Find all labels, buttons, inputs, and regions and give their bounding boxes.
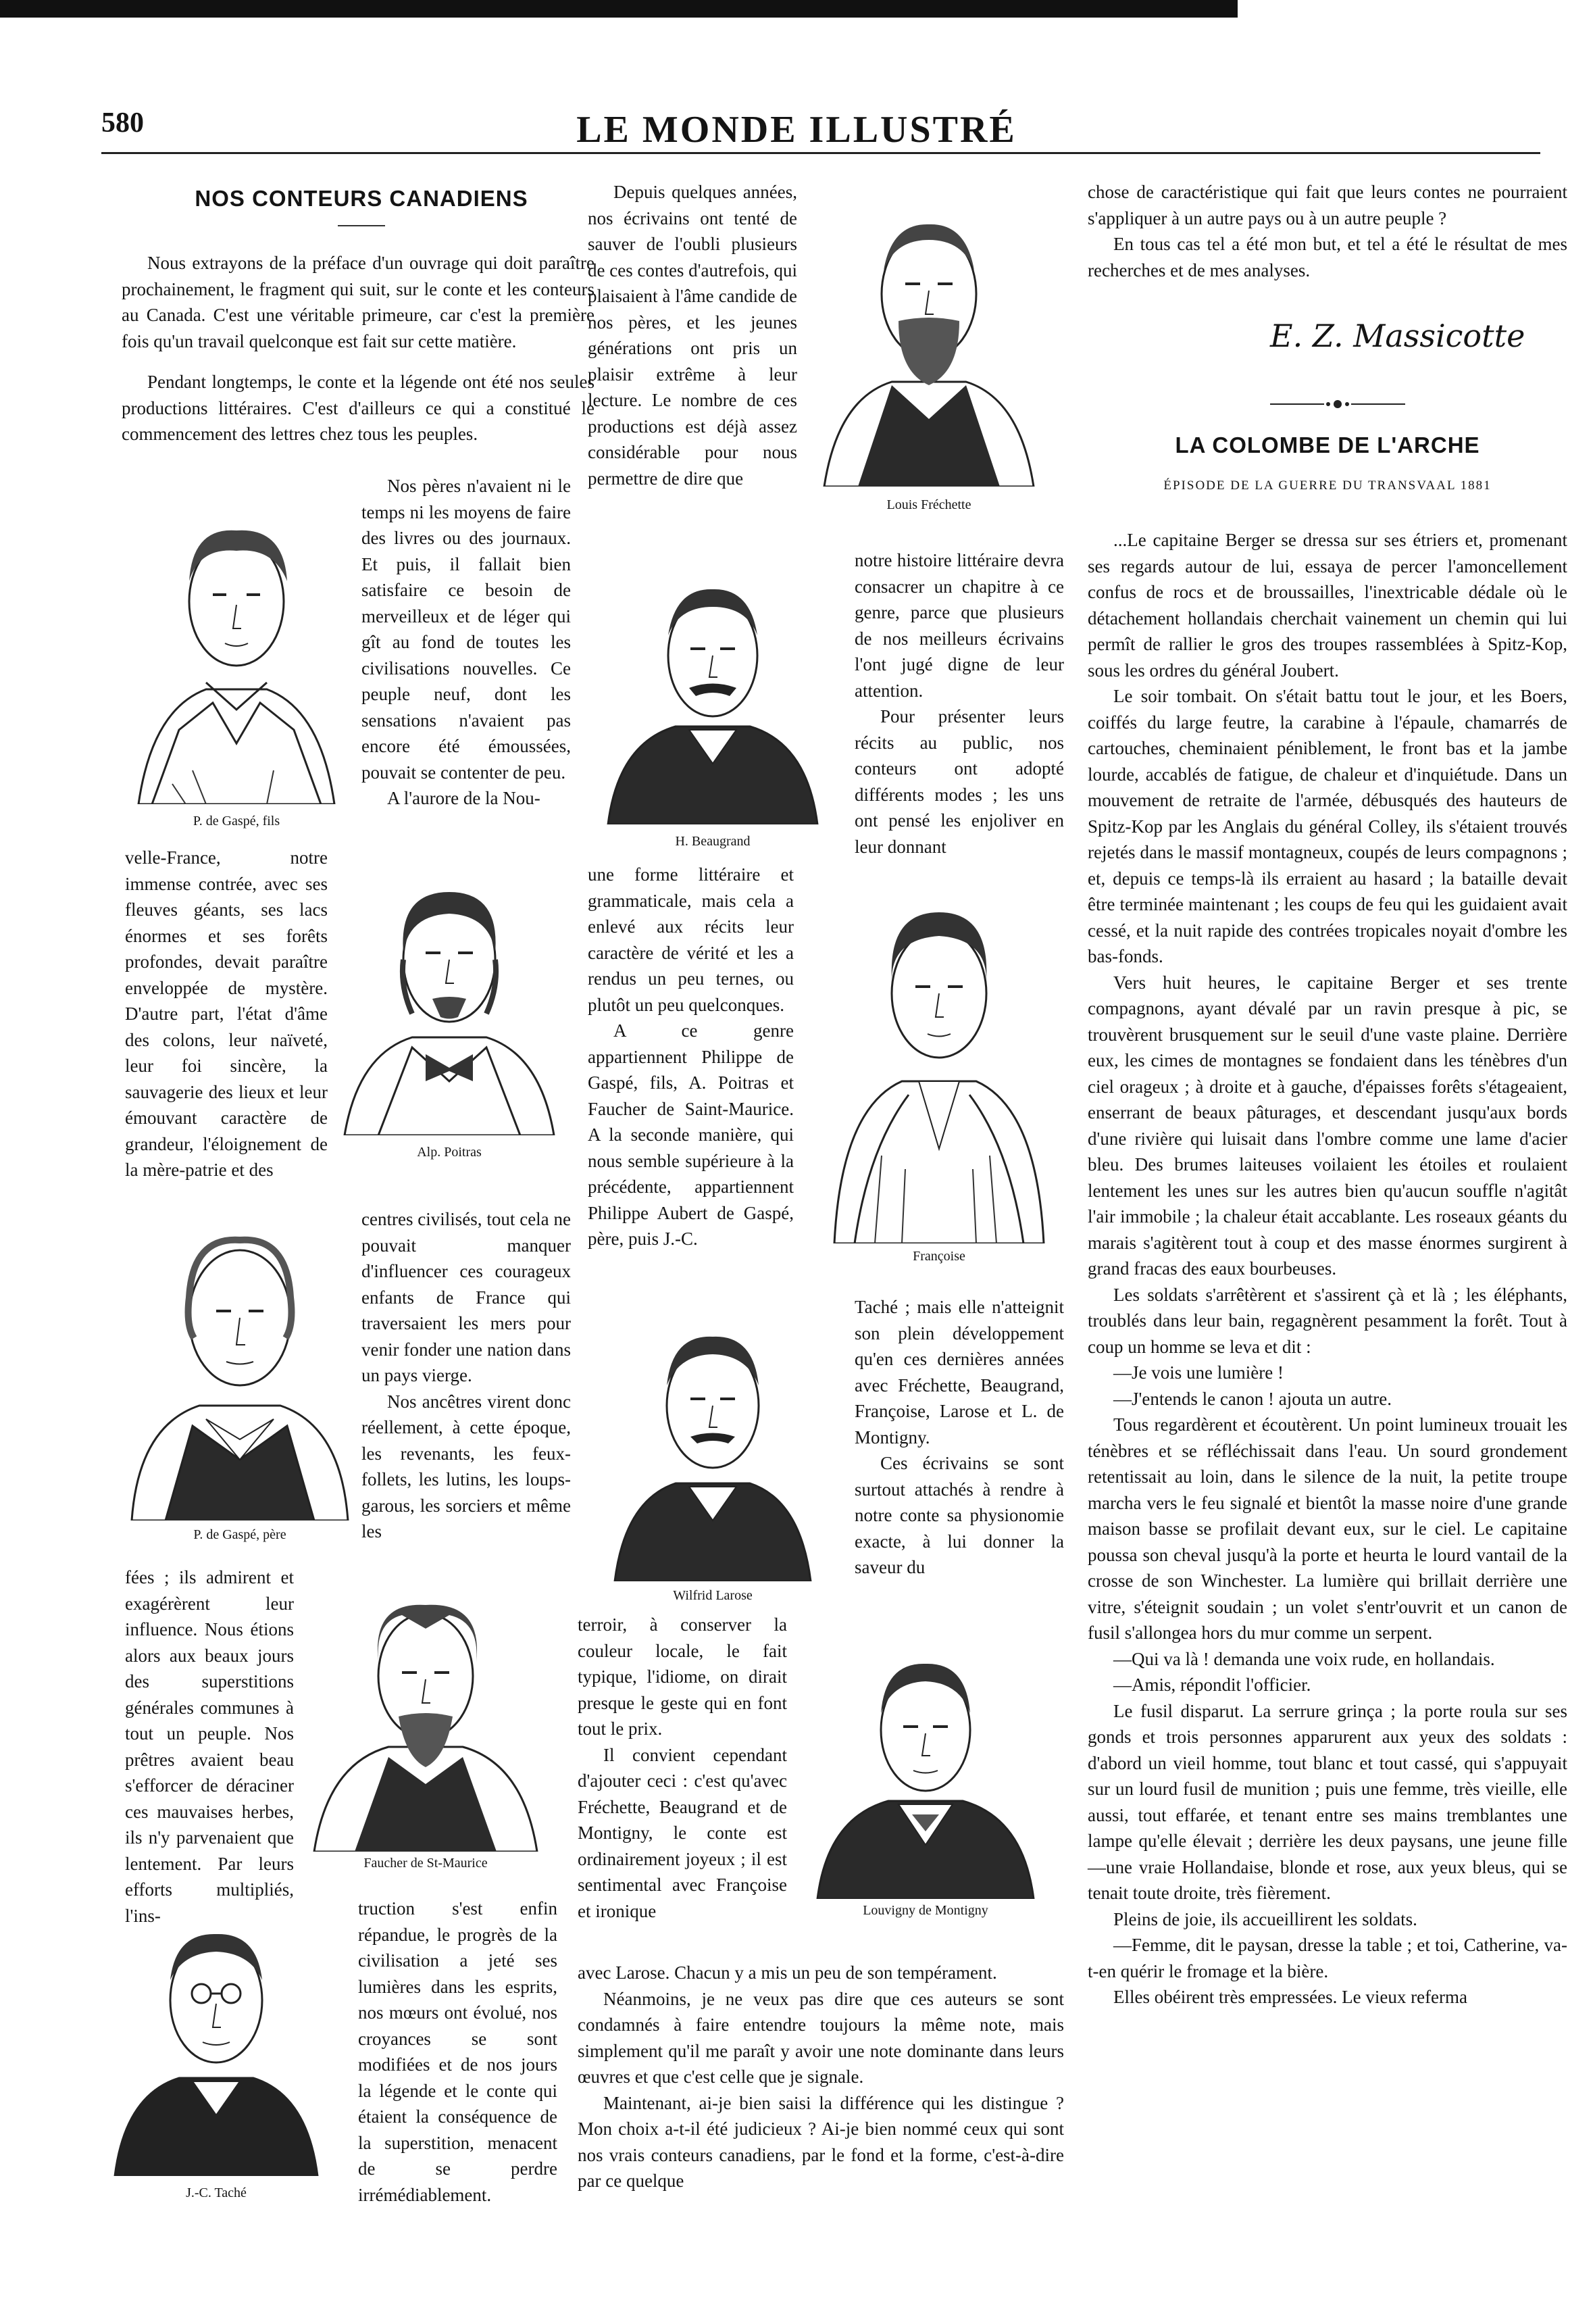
paragraph: Depuis quelques années, nos écrivains ont tenté de sauver de l'oubli plusieurs de ces contes d'autrefois, qui plaisaient à l'âme candide de nos pères, et les jeunes générations ont pris un plaisir extrême à leur lecture. Le nombre de ces productions est déjà assez considérable pour nous permettre de dire que: [588, 182, 798, 489]
paragraph: ...Le capitaine Berger se dressa sur ses étriers et, promenant ses regards autour de lui, essaya de percer l'amoncellement confus de rocs et de broussailles, l'inextricable dédale où le détachement hollandais cherchait vainement un chemin qui lui permît de rallier le gros des troupes rassemblées à Spitz-Kop, sous les ordres du général Joubert.: [1088, 530, 1567, 681]
paragraph: avec Larose. Chacun y a mis un peu de son tempérament.: [578, 1962, 997, 1983]
text-col1-narrow-e: [358, 1896, 557, 2208]
paragraph: centres civilisés, tout cela ne pouvait manquer d'influencer ces courageux enfants de France qui traversaient les mers pour venir fonder une nation dans un pays vierge.: [361, 1209, 571, 1385]
title-rule: [338, 225, 385, 226]
paragraph: fées ; ils admirent et exagérèrent leur influence. Nous étions alors aux beaux jours des superstitions générales communes à tout un peuple. Nos prêtres avaient beau s'efforcer de déraciner ces mauvaises herbes, ils n'y parvenaient que lentement. Par leurs efforts multipliés, l'ins-: [125, 1567, 294, 1926]
article-title-block: [122, 186, 601, 226]
article2-text: [1088, 527, 1567, 2010]
article2-title: LA COLOMBE DE L'ARCHE: [1175, 432, 1480, 458]
portrait-illustration: [601, 554, 824, 824]
text-col1-narrow-b: [125, 845, 328, 1183]
text-col2-c: [588, 862, 794, 1252]
portrait-illustration: [125, 487, 348, 804]
text-col2-e: [578, 1612, 787, 1924]
paragraph: Il convient cependant d'ajouter ceci : c'est qu'avec Fréchette, Beaugrand et de Montigny, le conte est ordinairement joyeux ; il est sentimental avec Françoise et ironique: [578, 1744, 787, 1921]
text-col2-wide: [578, 1960, 1064, 2194]
portrait-francoise: [828, 865, 1051, 1264]
paragraph: Pour présenter leurs récits au public, nos conteurs ont adopté différents modes ; les uns ont pensé les enjoliver en leur donnant: [855, 706, 1064, 857]
paragraph: —Amis, répondit l'officier.: [1113, 1675, 1311, 1695]
author-signature: E. Z. Massicotte: [1270, 318, 1525, 354]
paragraph: Le soir tombait. On s'était battu tout le jour, et les Boers, coiffés du large feutre, la carabine à l'épaule, chamarrés de cartouches, cheminaient péniblement, le front bas et la jambe lourde, accablés de fatigue, de chaleur et d'inquiétude. Dans un mouvement de retraite de l'armée, débusqués des hauteurs de Spitz-Kop par les Anglais du général Colley, ils s'étaient trouvés rejetés dans le massif montagneux, coupés de leurs compagnons ; et, depuis ce temps-là ils erraient au hasard ; la bataille devait être terminée maintenant ; les coups de feu qui les guidaient avait cessé, et la nuit rapide des contrées tropicales noyait d'ombre les bas-fonds.: [1088, 686, 1567, 966]
portrait-caption: Louvigny de Montigny: [863, 1903, 988, 1918]
paragraph: —Qui va là ! demanda une voix rude, en hollandais.: [1113, 1648, 1495, 1669]
portrait-gaspe-pere: [125, 1203, 355, 1543]
portrait-montigny: [811, 1629, 1040, 1919]
paragraph: Pendant longtemps, le conte et la légende ont été nos seules productions littéraires. C'est d'ailleurs ce qui a constitué le commencement des lettres chez tous les peuples.: [122, 372, 595, 444]
paragraph: Le fusil disparut. La serrure grinça ; la porte roula sur ses gonds et trois personnes apparurent aux yeux des soldats : d'abord un vieil homme, tout blanc et tout cassé, qui s'appuyait sur un lourd fusil de munition ; puis une femme, très vieille, elle aussi, tout effarée, et tenant entre ses mains tremblantes une lampe qu'elle élevait ; derrière les deux paysans, une jeune fille—une vraie Hollandaise, blonde et rose, aux yeux bleus, qui se tenait toute droite, très fièrement.: [1088, 1700, 1567, 1903]
portrait-larose: [608, 1297, 817, 1604]
portrait-illustration: [811, 1629, 1040, 1899]
text-col1-narrow-c: [361, 1206, 571, 1545]
article2-subtitle: ÉPISODE DE LA GUERRE DU TRANSVAAL 1881: [1163, 478, 1492, 493]
portrait-faucher: [307, 1581, 544, 1871]
portrait-caption: Louis Fréchette: [886, 497, 971, 512]
paragraph: En tous cas tel a été mon but, et tel a été le résultat de mes recherches et de mes analyses.: [1088, 234, 1567, 280]
paragraph: chose de caractéristique qui fait que leurs contes ne pourraient s'appliquer à un autre pays ou à un autre peuple ?: [1088, 182, 1567, 228]
article-title: NOS CONTEURS CANADIENS: [195, 186, 528, 211]
section-divider-ornament: [1270, 399, 1405, 410]
text-col2-d: [855, 1294, 1064, 1581]
portrait-illustration: [817, 182, 1040, 487]
paragraph: A ce genre appartiennent Philippe de Gaspé, fils, A. Poitras et Faucher de Saint-Maurice. A la seconde manière, qui nous semble supérieure à la précédente, appartiennent Philippe Aubert de Gaspé, père, puis J.-C.: [588, 1020, 794, 1249]
paragraph: —Femme, dit le paysan, dresse la table ; et toi, Catherine, va-t-en quérir le fromage et la bière.: [1088, 1935, 1567, 1981]
portrait-illustration: [307, 1581, 544, 1852]
paragraph: A l'aurore de la Nou-: [387, 788, 540, 808]
paragraph: Les soldats s'arrêtèrent et s'assirent çà et là ; les éléphants, troublés dans leur bain, regagnèrent pesamment la forêt. Tout à coup un homme se leva et dit :: [1088, 1284, 1567, 1357]
paragraph: Pleins de joie, ils accueillirent les soldats.: [1113, 1908, 1417, 1929]
article2-header: [1088, 432, 1567, 493]
masthead: LE MONDE ILLUSTRÉ: [576, 109, 1017, 151]
top-black-bar: [0, 0, 1238, 18]
paragraph: —J'entends le canon ! ajouta un autre.: [1113, 1388, 1392, 1409]
text-col1-narrow-a: [361, 473, 571, 812]
paragraph: notre histoire littéraire devra consacrer un chapitre à ce genre, parce que plusieurs de nos meilleurs écrivains l'ont jugé digne de leur attention.: [855, 550, 1064, 701]
portrait-caption: J.-C. Taché: [186, 2185, 247, 2200]
portrait-illustration: [125, 1203, 355, 1521]
intro-text: [122, 250, 595, 447]
text-col2-b: [855, 547, 1064, 860]
paragraph: truction s'est enfin répandue, le progrès de la civilisation a jeté ses lumières dans les esprits, nos mœurs ont évolué, nos croyances se sont modifiées et de nos jours la légende et le conte qui étaient la conséquence de la superstition, menacent de se perdre irrémédiablement.: [358, 1898, 557, 2205]
paragraph: Ces écrivains se sont surtout attachés à rendre à notre conte sa physionomie exacte, à lui donner la saveur du: [855, 1453, 1064, 1577]
page-number: 580: [101, 107, 144, 139]
portrait-caption: P. de Gaspé, fils: [193, 814, 280, 829]
portrait-frechette: [817, 182, 1040, 513]
paragraph: Maintenant, ai-je bien saisi la différence qui les distingue ? Mon choix a-t-il été judicieux ? Ai-je bien nommé ceux qui sont nos vrais conteurs canadiens, par le fond et la forme, c'est-à-dire par ce quelque: [578, 2092, 1064, 2191]
portrait-caption: Wilfrid Larose: [673, 1588, 753, 1603]
paragraph: Tous regardèrent et écoutèrent. Un point lumineux trouait les ténèbres et se réfléchissait dans l'eau. Un sourd grondement retentissait au loin, dans le silence de la nuit, la petite troupe marcha vers le feu signalé et bientôt la masse noire d'une grande maison basse se profilait devant eux, sur le ciel. Le capitaine poussa son cheval jusqu'à la porte et heurta le lourd vantail de la crosse de son Winchester. La lumière qui brillait derrière une vitre, s'éteignit soudain ; un volet s'entr'ouvrit et un canon de fusil s'allongea hors du mur comme un serpent.: [1088, 1414, 1567, 1643]
portrait-caption: H. Beaugrand: [675, 834, 751, 849]
paragraph: terroir, à conserver la couleur locale, le fait typique, l'idiome, on dirait presque le geste qui en font tout le prix.: [578, 1614, 787, 1739]
paragraph: —Je vois une lumière !: [1113, 1362, 1284, 1383]
paragraph: Taché ; mais elle n'atteignit son plein développement qu'en ces dernières années avec Fréchette, Beaugrand, Françoise, Larose et L. de Montigny.: [855, 1297, 1064, 1448]
text-col2-a: [588, 179, 797, 491]
text-col1-narrow-d: [125, 1564, 294, 1929]
header-rule: [101, 152, 1540, 154]
paragraph: Elles obéirent très empressées. Le vieux referma: [1113, 1987, 1468, 2007]
portrait-caption: Françoise: [913, 1249, 965, 1264]
paragraph: Néanmoins, je ne veux pas dire que ces auteurs se sont condamnés à faire entendre toujours la même note, mais simplement qu'il me paraît y avoir une note dominante dans leurs œuvres et que c'est celle que je signale.: [578, 1988, 1064, 2087]
portrait-illustration: [108, 1892, 324, 2176]
paragraph: Vers huit heures, le capitaine Berger et ses trente compagnons, ayant dévalé par un ravin presque à pic, se trouvèrent brusquement sur le seuil d'une vaste plaine. Derrière eux, les cimes de montagnes se fondaient dans les ténèbres d'un ciel orageux ; à droite et à gauche, d'épaisses forêts s'étageaient, enserrant de beaux pâturages, et descendant jusqu'aux bords d'une rivière qui luisait dans l'ombre comme une lame d'acier bleu. Des brumes laiteuses voilaient les étoiles et roulaient lentement les unes sur les autres bien qu'aucun souffle n'agitât l'air immobile ; la chaleur était accablante. Les roseaux géants du marais s'agitèrent tout à coup et des masse énormes surgirent à grand fracas des eaux bourbeuses.: [1088, 972, 1567, 1279]
paragraph: Nous extrayons de la préface d'un ouvrage qui doit paraître prochainement, le fragment qui suit, sur le conte et les conteurs au Canada. C'est une véritable primeure, car c'est la première fois qu'un travail quelconque est fait sur cette matière.: [122, 253, 595, 351]
portrait-caption: Alp. Poitras: [417, 1145, 482, 1160]
portrait-gaspe-fils: [125, 487, 348, 829]
portrait-illustration: [608, 1297, 817, 1581]
portrait-tache: [108, 1892, 324, 2201]
portrait-illustration: [338, 851, 561, 1135]
portrait-poitras: [338, 851, 561, 1160]
paragraph: velle-France, notre immense contrée, avec ses fleuves géants, ses lacs énormes et ses forêts profondes, devait paraître enveloppée de mystère. D'autre part, l'état d'âme des colons, leur naïveté, leur foi sincère, la sauvagerie des lieux et leur émouvant caractère de grandeur, l'éloignement de la mère-patrie et des: [125, 847, 328, 1180]
portrait-caption: Faucher de St-Maurice: [363, 1856, 488, 1871]
text-col3-a: [1088, 179, 1567, 283]
portrait-caption: P. de Gaspé, père: [193, 1527, 286, 1542]
portrait-illustration: [828, 865, 1051, 1243]
paragraph: Nos ancêtres virent donc réellement, à cette époque, les revenants, les feux-follets, les lutins, les loups-garous, les sorciers et même les: [361, 1391, 571, 1541]
portrait-beaugrand: [601, 554, 824, 849]
paragraph: Nos pères n'avaient ni le temps ni les moyens de faire des livres ou des journaux. Et puis, il fallait bien satisfaire ce besoin de merveilleux et de léger qui gît au fond de toutes les civilisations nouvelles. Ce peuple neuf, dont les sensations n'avaient pas encore été émoussées, pouvait se contenter de peu.: [361, 476, 571, 783]
paragraph: une forme littéraire et grammaticale, mais cela a enlevé aux récits leur caractère de vérité et les a rendus un peu ternes, ou plutôt un peu quelconques.: [588, 864, 794, 1015]
